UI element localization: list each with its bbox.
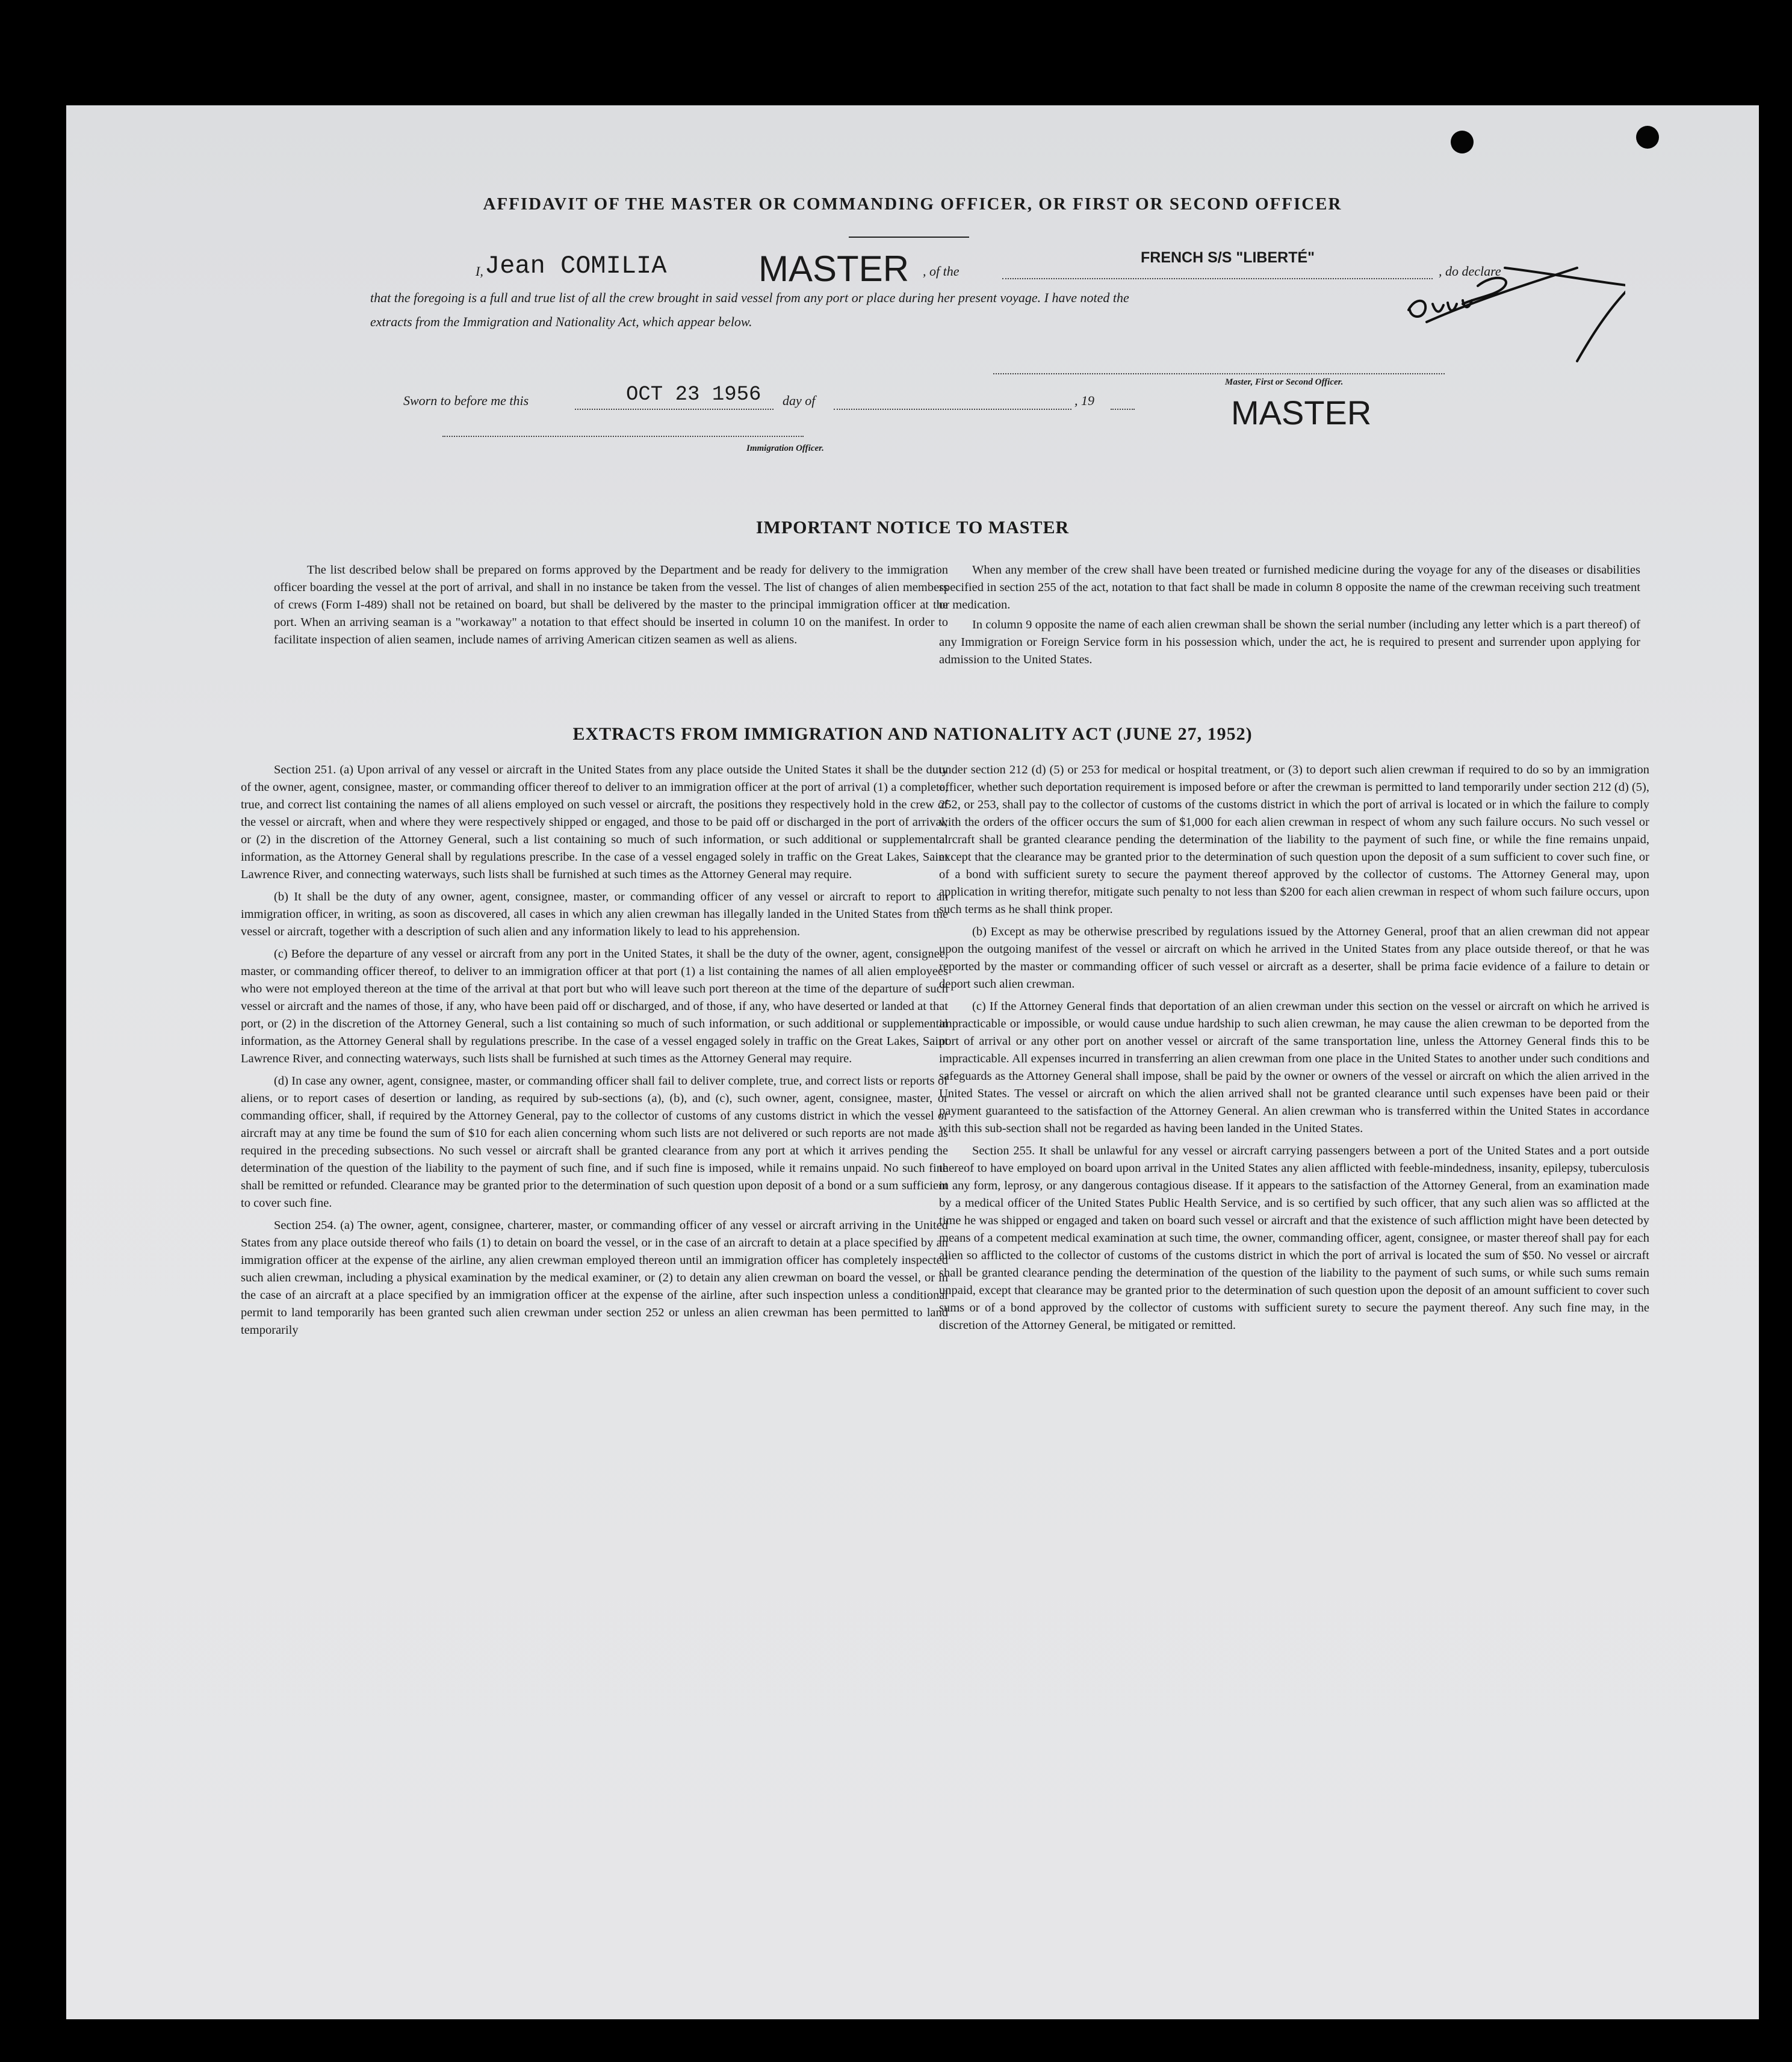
immigration-officer-caption: Immigration Officer. xyxy=(746,444,824,453)
notice-right-column xyxy=(939,562,1640,671)
punch-hole-left xyxy=(1451,131,1474,153)
section-254-b: (b) Except as may be otherwise prescribed by regulations issued by the Attorney General, proof that an alien crewman did not appear upon the outgoing manifest of the vessel or aircraft on which he arrived in the United States from any place outside thereof, or that he was reported by the master or commanding officer of such vessel or aircraft as a deserter, shall be prima facie evidence of a failure to detain or deport such alien crewman. xyxy=(939,925,1649,991)
section-251-c: (c) Before the departure of any vessel or aircraft from any port in the United States, it shall be the duty of the owner, agent, consignee, master, or commanding officer thereof, to deliver to an immigration officer at that port (1) a list containing the names of all alien employees who were not employed thereon at the time of the arrival at that port but who will leave such port thereon at the time of the departure of such vessel or aircraft and the names of those, if any, who have been paid off or discharged, and of those, if any, who have deserted or landed at that port, or (2) in the discretion of the Attorney General, such a list containing so much of such information, or such additional or supplemental information, as the Attorney General shall by regulations prescribe. In the case of a vessel engaged solely in traffic on the Great Lakes, Saint Lawrence River, and connecting waterways, such lists shall be furnished at such times as the Attorney General may require. xyxy=(241,947,948,1065)
section-251-b: (b) It shall be the duty of any owner, agent, consignee, master, or commanding officer of any vessel or aircraft to report to an immigration officer, in writing, as soon as discovered, all cases in which any alien crewman has illegally landed in the United States from the vessel or aircraft, together with a description of such alien and any information likely to lead to his apprehension. xyxy=(241,890,948,938)
declaration-text-line3: extracts from the Immigration and Nationality Act, which appear below. xyxy=(370,314,752,329)
i-prefix: I, xyxy=(476,264,483,279)
declaration-text-line2: that the foregoing is a full and true list of all the crew brought in said vessel from any port or place during her present voyage. I have noted the xyxy=(370,290,1129,305)
punch-hole-right xyxy=(1636,126,1659,149)
affidavit-title: AFFIDAVIT OF THE MASTER OR COMMANDING OFFICER, OR FIRST OR SECOND OFFICER xyxy=(483,194,1342,214)
vessel-name: FRENCH S/S "LIBERTÉ" xyxy=(1141,249,1315,266)
month-line xyxy=(834,393,1071,410)
section-255: Section 255. It shall be unlawful for any vessel or aircraft carrying passengers between a port of the United States and a port outside thereof to have employed on board upon arrival in the United States any alien afflicted with feeble-mindedness, insanity, epilepsy, tuberculosis in any form, leprosy, or any dangerous contagious disease. If it appears to the satisfaction of the Attorney General, from an examination made by a medical officer of the United States Public Health Service, and is so certified by such officer, that any such alien was so afflicted at the time he was shipped or engaged and taken on board such vessel or aircraft and that the existence of such affliction might have been detected by means of a competent medical examination at such time, the owner, commanding officer, agent, consignee, or master thereof shall pay for each alien so afflicted to the collector of customs of the customs district in which the port of arrival is located the sum of $50. No vessel or aircraft shall be granted clearance pending the determination of the question of the liability to the payment of such sums, or while such sums remain unpaid, except that clearance may be granted prior to the determination of such question upon the deposit of an amount sufficient to cover such sums or of a bond approved by the collector of customs with sufficient surety to secure the payment thereof. Any such fine may, in the discretion of the Attorney General, be mitigated or remitted. xyxy=(939,1144,1649,1332)
notice-title: IMPORTANT NOTICE TO MASTER xyxy=(755,518,1070,537)
year-line xyxy=(1111,393,1135,410)
notice-left-paragraph: The list described below shall be prepared on forms approved by the Department and be ready for delivery to the immigration officer boarding the vessel at the port of arrival, and shall in no instance be taken from the vessel. The list of changes of alien members of crews (Form I-489) shall not be retained on board, but shall be delivered by the master to the principal immigration officer at the port. When an arriving seaman is a "workaway" a notation to that effect should be inserted in column 10 on the manifest. In order to facilitate inspection of alien seamen, include names of arriving American citizen seamen as well as aliens. xyxy=(274,563,948,646)
sworn-label: Sworn to before me this xyxy=(403,393,529,408)
section-254-c: (c) If the Attorney General finds that deportation of an alien crewman under this section on the vessel or aircraft on which he arrived is impracticable or impossible, or would cause undue hardship to such alien crewman, he may cause the alien crewman to be deported from the port of arrival or any other port on another vessel or aircraft of the same transportation line, unless the Attorney General finds this to be impracticable. All expenses incurred in transferring an alien crewman from one place in the United States to another under such conditions and safeguards as the Attorney General shall impose, shall be paid by the owner or owners of the vessel or aircraft on which the alien arrived in the United States. The vessel or aircraft on which the alien arrived shall not be granted clearance until such expenses have been paid or their payment guaranteed to the satisfaction of the Attorney General. An alien crewman who is transferred within the United States in accordance with this sub-section shall not be regarded as having been landed in the United States. xyxy=(939,1000,1649,1135)
extracts-left-column xyxy=(241,761,948,1344)
extracts-title: EXTRACTS FROM IMMIGRATION AND NATIONALITY ACT (JUNE 27, 1952) xyxy=(572,724,1253,744)
master-rank-stamp: MASTER xyxy=(758,249,910,289)
document-page xyxy=(66,105,1759,2019)
day-of-label: day of xyxy=(783,393,816,408)
master-signature xyxy=(1324,262,1625,382)
year-label: , 19 xyxy=(1074,393,1094,408)
master-name: Jean COMILIA xyxy=(485,252,667,280)
title-underline xyxy=(849,237,969,238)
do-declare-label: , do declare xyxy=(1439,264,1501,279)
section-254-a: Section 254. (a) The owner, agent, consignee, charterer, master, or commanding officer of any vessel or aircraft arriving in the United States from any place outside thereof who fails (1) to detain on board the vessel, or in the case of an aircraft to detain at a place specified by an immigration officer at the expense of the airline, any alien crewman employed thereon until an immigration officer has completely inspected such alien crewman, including a physical examination by the medical examiner, or (2) to detain any alien crewman on board the vessel, or in the case of an aircraft at a place specified by an immigration officer at the expense of the airline, after such inspection unless a conditional permit to land temporarily has been granted such alien crewman under section 252 or unless an alien crewman has been permitted to land temporarily xyxy=(241,1219,948,1337)
master-caption: Master, First or Second Officer. xyxy=(1225,377,1344,387)
section-251-a: Section 251. (a) Upon arrival of any vessel or aircraft in the United States from any place outside the United States it shall be the duty of the owner, agent, consignee, master, or commanding officer thereof to deliver to an immigration officer at the port of arrival (1) a complete, true, and correct list containing the names of all aliens employed on such vessel or aircraft, the positions they respectively hold in the crew of the vessel or aircraft, when and where they were respectively shipped or engaged, and those to be paid off or discharged in the port of arrival; or (2) in the discretion of the Attorney General, such a list containing so much of such information, or such additional or supplemental information, as the Attorney General shall by regulations prescribe. In the case of a vessel engaged solely in traffic on the Great Lakes, Saint Lawrence River, and connecting waterways, such lists shall be furnished at such times as the Attorney General may require. xyxy=(241,763,948,881)
section-254-a-continued: under section 212 (d) (5) or 253 for medical or hospital treatment, or (3) to deport such alien crewman if required to do so by an immigration officer, whether such deportation requirement is imposed before or after the crewman is permitted to land temporarily under section 212 (d) (5), 252, or 253, shall pay to the collector of customs of the customs district in which the port of arrival is located or in which the failure to comply with the orders of the officer occurs the sum of $1,000 for each alien crewman in respect of whom any such failure occurs. No such vessel or aircraft shall be granted clearance pending the determination of the liability to the payment of such fine, or while the fine remains unpaid, except that the clearance may be granted prior to the determination of such question upon the deposit of a sum sufficient to cover such fine, or of a bond with sufficient surety to secure the payment thereof approved by the collector of customs. The Attorney General may, upon application in writing therefor, mitigate such penalty to not less than $200 for each alien crewman in respect of whom such failure occurs, upon such terms as he shall think proper. xyxy=(939,763,1649,916)
sworn-date-stamp: OCT 23 1956 xyxy=(626,383,761,406)
notice-right-paragraph-1: When any member of the crew shall have been treated or furnished medicine during the voyage for any of the diseases or disabilities specified in section 255 of the act, notation to that fact shall be made in column 8 opposite the name of the crewman receiving such treatment or medication. xyxy=(939,563,1640,611)
master-signature-line xyxy=(993,367,1445,374)
immigration-officer-line xyxy=(442,427,804,437)
section-251-d: (d) In case any owner, agent, consignee, master, or commanding officer shall fail to deliver complete, true, and correct lists or reports of aliens, or to report cases of desertion or landing, as required by sub-sections (a), (b), and (c), such owner, agent, consignee, master, or commanding officer, shall, if required by the Attorney General, pay to the collector of customs of any customs district in which the vessel or aircraft may at any time be found the sum of $10 for each alien concerning whom such lists are not delivered or such reports are not made as required in the preceding subsections. No such vessel or aircraft shall be granted clearance from any port at which it arrives pending the determination of the question of the liability to the payment of such fine, and if such fine is imposed, while it remains unpaid. No such fine shall be remitted or refunded. Clearance may be granted prior to the determination of such question upon deposit of a bond or a sum sufficient to cover such fine. xyxy=(241,1074,948,1210)
extracts-right-column xyxy=(939,761,1649,1339)
notice-right-paragraph-2: In column 9 opposite the name of each alien crewman shall be shown the serial number (including any letter which is a part thereof) of any Immigration or Foreign Service form in his possession which, under the act, he is required to present and surrender upon applying for admission to the United States. xyxy=(939,618,1640,666)
of-the-label: , of the xyxy=(923,264,960,279)
notice-left-column xyxy=(274,562,948,651)
master-title-stamp: MASTER xyxy=(1231,394,1372,432)
